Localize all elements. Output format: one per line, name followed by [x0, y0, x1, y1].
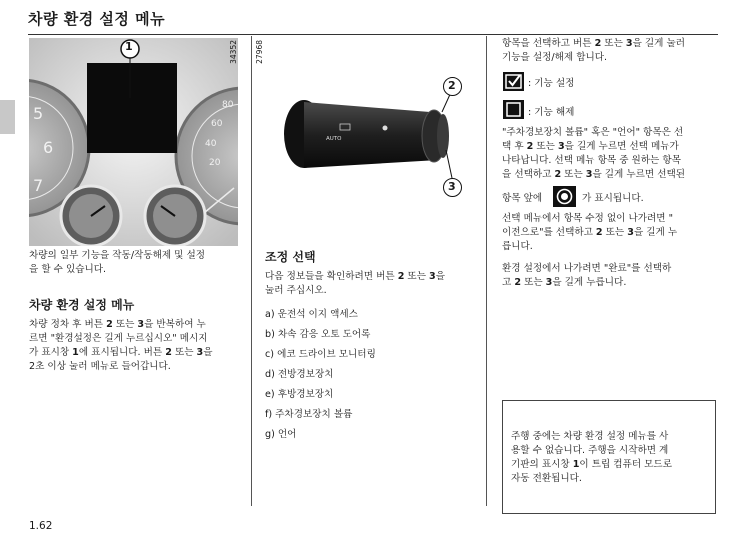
settings-list-item: f) 주차경보장치 볼륨: [265, 409, 353, 420]
text-span: 이전으로"를 선택하고: [502, 227, 596, 238]
text-line: [511, 444, 711, 458]
checkbox-unchecked-icon: [503, 100, 524, 119]
text-span: 을 길게 누르면 선택된: [592, 169, 686, 180]
button-ref: 2: [106, 319, 113, 330]
text-line: 을 할 수 있습니다.: [29, 264, 107, 275]
button-ref: 3: [585, 169, 593, 180]
button-ref: 3: [557, 141, 565, 152]
text-span: 기판의 표시창: [511, 459, 573, 470]
button-ref: 2: [595, 227, 603, 238]
text-span: 르면 "환경설정은 길게 누르십시오" 메시지: [29, 333, 208, 344]
text-line: [502, 212, 717, 226]
text-line: [29, 318, 244, 332]
text-span: 이 트립 컴퓨터 모드로: [579, 459, 672, 470]
text-line: [502, 51, 717, 65]
gauge-number: 40: [205, 139, 217, 149]
radio-line-before: 항목 앞에: [502, 193, 543, 204]
text-span: "주차경보장치 볼륨" 혹은 "언어" 항목은 선: [502, 127, 684, 138]
text-span: 을 반복하여 누: [144, 319, 206, 330]
text-span: 을 선택하고: [502, 169, 555, 180]
text-span: 을 길게 누르면 선택 메뉴가: [564, 141, 679, 152]
settings-list-item: b) 차속 감응 오토 도어록: [265, 329, 371, 340]
button-ref: 3: [137, 319, 145, 330]
left-section-heading: 차량 환경 설정 메뉴: [29, 298, 135, 312]
text-span: 또는: [521, 277, 546, 288]
text-span: 가 표시창: [29, 347, 73, 358]
text-span: 또는: [112, 319, 138, 330]
text-span: 을 길게 눌러: [632, 38, 686, 49]
right-para2: [502, 126, 717, 182]
gauge-number: 6: [43, 138, 54, 157]
text-span: 다음 정보들을 확인하려면 버튼: [265, 271, 398, 282]
text-span: 또는: [404, 271, 430, 282]
chapter-tab: [0, 100, 15, 134]
text-line: [502, 276, 717, 290]
text-span: 또는: [561, 169, 586, 180]
text-span: 에 표시됩니다. 버튼: [78, 347, 166, 358]
settings-list-item: d) 전방경보장치: [265, 369, 334, 380]
text-line: 차량의 일부 기능을 작동/작동해제 및 설정: [29, 250, 206, 261]
gauge-number: 5: [33, 104, 44, 123]
middle-section-heading: 조정 선택: [265, 250, 316, 264]
button-ref: 2: [165, 347, 172, 358]
text-span: 을: [435, 271, 445, 282]
gauge-number: 80: [222, 100, 234, 110]
text-span: 또는: [601, 38, 626, 49]
figure-reference-stalk: 27968: [255, 40, 264, 64]
text-span: 고: [502, 277, 515, 288]
right-top: [502, 37, 717, 65]
text-span: 기능을 설정/해제 합니다.: [502, 52, 608, 63]
text-span: 택 후: [502, 141, 527, 152]
text-line: [511, 458, 711, 472]
display-ref: 1: [572, 459, 580, 470]
text-line: [511, 472, 711, 486]
text-span: 차량 정차 후 버튼: [29, 319, 107, 330]
text-line: [502, 37, 717, 51]
text-span: 을: [203, 347, 213, 358]
text-span: 을 길게 누: [633, 227, 678, 238]
middle-intro: [265, 270, 480, 298]
callout-3-label: 3: [448, 180, 456, 193]
page-title: 차량 환경 설정 메뉴: [28, 10, 166, 28]
display-ref: 1: [72, 347, 79, 358]
driving-note-text: [511, 430, 711, 486]
text-line: [29, 360, 244, 374]
text-line: [29, 346, 244, 360]
text-line: [502, 168, 717, 182]
text-line: [265, 270, 480, 284]
text-span: 주행 중에는 차량 환경 설정 메뉴를 사: [511, 431, 669, 442]
settings-list-item: e) 후방경보장치: [265, 389, 334, 400]
gauge-number: 60: [211, 119, 223, 129]
settings-list-item: c) 에코 드라이브 모니터링: [265, 349, 376, 360]
text-line: [265, 284, 480, 298]
text-line: [29, 332, 244, 346]
instrument-cluster-figure: [29, 38, 238, 246]
text-line: [502, 154, 717, 168]
text-span: 항목을 선택하고 버튼: [502, 38, 595, 49]
settings-list-item: g) 언어: [265, 429, 297, 440]
radio-line-after: 가 표시됩니다.: [582, 193, 644, 204]
button-ref: 2: [514, 277, 522, 288]
checked-label: : 기능 설정: [528, 78, 575, 89]
left-body: [29, 318, 244, 374]
callout-1-label: 1: [125, 40, 133, 53]
figure-reference-cluster: 34352: [229, 40, 238, 64]
settings-list-item: a) 운전석 이지 액세스: [265, 309, 358, 320]
radio-selected-icon: [553, 186, 576, 207]
right-para4: [502, 262, 717, 290]
text-span: 또는: [171, 347, 197, 358]
text-line: [511, 430, 711, 444]
column-divider-left: [251, 36, 252, 506]
button-ref: 2: [526, 141, 534, 152]
callout-2-label: 2: [448, 79, 456, 92]
title-rule: [28, 34, 718, 35]
text-span: 릅니다.: [502, 241, 533, 252]
text-line: [502, 262, 717, 276]
button-ref: 3: [625, 38, 633, 49]
text-span: 용할 수 없습니다. 주행을 시작하면 계: [511, 445, 669, 456]
button-ref: 2: [397, 271, 405, 282]
button-ref: 2: [554, 169, 562, 180]
column-divider-right: [486, 36, 487, 506]
text-line: [502, 226, 717, 240]
checkbox-checked-icon: [503, 72, 524, 91]
text-span: 자동 전환됩니다.: [511, 473, 582, 484]
text-span: 눌러 주십시오.: [265, 285, 327, 296]
unchecked-label: : 기능 해제: [528, 107, 575, 118]
button-ref: 2: [594, 38, 602, 49]
text-span: 2초 이상 눌러 메뉴로 들어갑니다.: [29, 361, 171, 372]
left-intro: [29, 249, 241, 277]
text-span: 환경 설정에서 나가려면 "완료"를 선택하: [502, 263, 672, 274]
text-span: 또는: [533, 141, 558, 152]
gauge-number: 7: [33, 176, 44, 195]
text-line: [502, 140, 717, 154]
right-para3: [502, 212, 717, 254]
button-ref: 3: [545, 277, 553, 288]
button-ref: 3: [429, 271, 436, 282]
text-span: 또는: [602, 227, 628, 238]
button-ref: 3: [196, 347, 204, 358]
stalk-auto-label: AUTO: [326, 136, 342, 142]
text-span: 선택 메뉴에서 항목 수정 없이 나가려면 ": [502, 213, 673, 224]
text-span: 나타납니다. 선택 메뉴 항목 중 원하는 항목: [502, 155, 681, 166]
text-line: [502, 126, 717, 140]
text-line: [502, 240, 717, 254]
gauge-number: 20: [209, 158, 221, 168]
button-ref: 3: [627, 227, 634, 238]
page-number: 1.62: [29, 520, 53, 532]
text-span: 을 길게 누릅니다.: [552, 277, 627, 288]
